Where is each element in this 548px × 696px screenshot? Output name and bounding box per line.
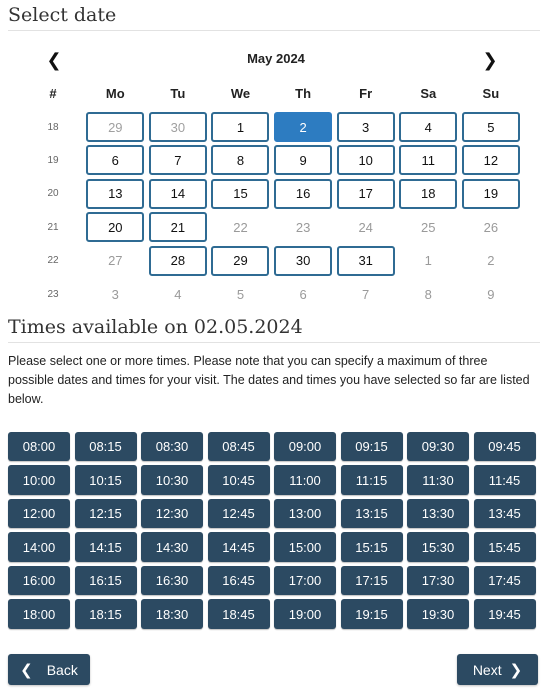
day-button[interactable]: 12	[462, 145, 520, 175]
section-divider	[8, 30, 540, 31]
time-slot-grid	[8, 432, 536, 629]
day-button[interactable]: 5	[462, 112, 520, 142]
unavailable-day: 23	[295, 219, 311, 235]
calendar-day-cell	[272, 244, 335, 277]
day-button[interactable]: 28	[149, 246, 207, 276]
time-slot-button[interactable]: 10:00	[8, 465, 70, 494]
calendar-day-cell	[397, 144, 460, 177]
next-month-button[interactable]	[476, 48, 504, 72]
day-button[interactable]: 30	[274, 246, 332, 276]
day-button[interactable]: 21	[149, 212, 207, 242]
calendar-day-cell	[334, 277, 397, 310]
unavailable-day: 3	[111, 286, 119, 302]
day-button[interactable]: 18	[399, 179, 457, 209]
time-slot-button[interactable]: 11:30	[407, 465, 469, 494]
time-slot-button[interactable]: 18:30	[141, 599, 203, 628]
calendar-day-cell	[460, 244, 523, 277]
day-button[interactable]: 11	[399, 145, 457, 175]
time-slot-button[interactable]: 18:15	[75, 599, 137, 628]
times-instructions: Please select one or more times. Please note that you can specify a maximum of three possible dates and times for your visit. The dates and times you have selected so far are listed below.	[8, 354, 530, 406]
section-divider	[8, 342, 540, 343]
day-button[interactable]: 10	[337, 145, 395, 175]
time-slot-button[interactable]: 16:00	[8, 566, 70, 595]
calendar-day-cell	[460, 144, 523, 177]
back-button-label: Back	[46, 661, 78, 678]
calendar-day-cell	[397, 211, 460, 244]
day-button[interactable]: 14	[149, 179, 207, 209]
time-slot-button[interactable]: 11:00	[274, 465, 336, 494]
weekday-header: We	[230, 86, 251, 102]
unavailable-day: 5	[236, 286, 245, 302]
calendar-day-cell	[147, 244, 210, 277]
day-button[interactable]: 8	[211, 145, 269, 175]
week-number: 21	[47, 221, 59, 233]
calendar-day-cell	[272, 177, 335, 210]
calendar-day-cell	[397, 244, 460, 277]
calendar-day-cell	[209, 177, 272, 210]
time-slot-button[interactable]: 10:45	[208, 465, 270, 494]
calendar-header	[22, 48, 530, 72]
day-button[interactable]: 17	[337, 179, 395, 209]
time-slot-button[interactable]: 08:45	[208, 432, 270, 461]
times-available-title: Times available on 02.05.2024	[8, 316, 303, 338]
calendar-day-cell	[147, 144, 210, 177]
time-slot-button[interactable]: 12:45	[208, 499, 270, 528]
next-button-label: Next	[472, 661, 502, 678]
time-slot-button[interactable]: 08:00	[8, 432, 70, 461]
time-slot-button[interactable]: 13:00	[274, 499, 336, 528]
time-slot-button[interactable]: 16:15	[75, 566, 137, 595]
unavailable-day: 26	[483, 219, 499, 235]
week-number-header: #	[49, 86, 57, 102]
week-number: 23	[47, 288, 59, 300]
day-button[interactable]: 31	[337, 246, 395, 276]
day-button[interactable]: 20	[86, 212, 144, 242]
time-slot-button[interactable]: 08:30	[141, 432, 203, 461]
unavailable-day: 6	[299, 286, 307, 302]
unavailable-day: 7	[362, 286, 370, 302]
time-slot-button[interactable]: 13:30	[407, 499, 469, 528]
chevron-right-icon: ❯	[482, 49, 498, 70]
next-button[interactable]	[457, 654, 538, 685]
calendar-day-cell	[84, 177, 147, 210]
calendar-day-cell	[334, 244, 397, 277]
unavailable-day: 4	[174, 286, 182, 302]
day-button[interactable]: 1	[211, 112, 269, 142]
time-slot-button[interactable]: 16:30	[141, 566, 203, 595]
calendar-day-cell	[209, 244, 272, 277]
day-button[interactable]: 6	[86, 145, 144, 175]
weekday-header: Sa	[420, 86, 437, 102]
time-slot-button[interactable]: 09:45	[474, 432, 536, 461]
time-slot-button[interactable]: 17:15	[341, 566, 403, 595]
month-label: May 2024	[247, 51, 305, 66]
time-slot-button[interactable]: 16:45	[208, 566, 270, 595]
week-number: 20	[47, 188, 59, 200]
time-slot-button[interactable]: 19:30	[407, 599, 469, 628]
time-slot-button[interactable]: 17:30	[407, 566, 469, 595]
time-slot-button[interactable]: 10:15	[75, 465, 137, 494]
time-slot-button[interactable]: 17:45	[474, 566, 536, 595]
day-button[interactable]: 3	[337, 112, 395, 142]
select-date-title: Select date	[8, 4, 117, 26]
time-slot-button[interactable]: 08:15	[75, 432, 137, 461]
time-slot-button[interactable]: 15:45	[474, 532, 536, 561]
calendar-day-cell	[147, 277, 210, 310]
time-slot-button[interactable]: 17:00	[274, 566, 336, 595]
weekday-header: Tu	[170, 86, 186, 102]
time-slot-button[interactable]: 19:15	[341, 599, 403, 628]
selected-day-button[interactable]: 2	[274, 112, 332, 142]
calendar-day-cell	[334, 177, 397, 210]
time-slot-button[interactable]: 12:00	[8, 499, 70, 528]
calendar-day-cell	[272, 144, 335, 177]
week-number: 22	[47, 255, 59, 267]
weekday-header: Mo	[105, 86, 125, 102]
time-slot-button[interactable]: 10:30	[141, 465, 203, 494]
unavailable-day: 2	[487, 253, 495, 269]
day-button[interactable]: 29	[86, 112, 144, 142]
calendar-day-cell	[334, 144, 397, 177]
time-slot-button[interactable]: 09:00	[274, 432, 336, 461]
calendar-day-cell	[272, 110, 335, 143]
time-slot-button[interactable]: 12:30	[141, 499, 203, 528]
calendar-day-cell	[147, 177, 210, 210]
back-button[interactable]	[8, 654, 90, 685]
time-slot-button[interactable]: 09:15	[341, 432, 403, 461]
weekday-header: Th	[295, 86, 312, 102]
time-slot-button[interactable]: 11:45	[474, 465, 536, 494]
time-slot-button[interactable]: 14:00	[8, 532, 70, 561]
day-button[interactable]: 30	[149, 112, 207, 142]
calendar-day-cell	[334, 211, 397, 244]
time-slot-button[interactable]: 18:45	[208, 599, 270, 628]
time-slot-button[interactable]: 14:15	[75, 532, 137, 561]
day-button[interactable]: 7	[149, 145, 207, 175]
time-slot-button[interactable]: 12:15	[75, 499, 137, 528]
unavailable-day: 24	[358, 219, 373, 235]
unavailable-day: 25	[421, 219, 436, 235]
time-slot-button[interactable]: 15:30	[407, 532, 469, 561]
chevron-left-icon: ❮	[20, 661, 33, 679]
calendar-grid	[22, 77, 522, 311]
day-button[interactable]: 13	[86, 179, 144, 209]
calendar-day-cell	[209, 211, 272, 244]
day-button[interactable]: 15	[211, 179, 269, 209]
week-number: 19	[47, 154, 59, 166]
calendar-day-cell	[397, 110, 460, 143]
time-slot-button[interactable]: 19:00	[274, 599, 336, 628]
calendar-day-cell	[460, 177, 523, 210]
day-button[interactable]: 9	[274, 145, 332, 175]
time-slot-button[interactable]: 18:00	[8, 599, 70, 628]
time-slot-button[interactable]: 14:45	[208, 532, 270, 561]
calendar-day-cell	[272, 211, 335, 244]
time-slot-button[interactable]: 15:15	[341, 532, 403, 561]
calendar-day-cell	[84, 277, 147, 310]
calendar-day-cell	[147, 211, 210, 244]
day-button[interactable]: 4	[399, 112, 457, 142]
calendar-day-cell	[209, 277, 272, 310]
weekday-header: Su	[482, 86, 500, 102]
unavailable-day: 27	[108, 253, 123, 269]
calendar-day-cell	[209, 110, 272, 143]
unavailable-day: 1	[424, 253, 432, 269]
unavailable-day: 9	[487, 286, 495, 302]
calendar-day-cell	[84, 110, 147, 143]
calendar-day-cell	[460, 211, 523, 244]
calendar-day-cell	[460, 277, 523, 310]
day-button[interactable]: 16	[274, 179, 332, 209]
calendar-day-cell	[84, 211, 147, 244]
time-slot-button[interactable]: 15:00	[274, 532, 336, 561]
time-slot-button[interactable]: 19:45	[474, 599, 536, 628]
calendar-day-cell	[460, 110, 523, 143]
time-slot-button[interactable]: 11:15	[341, 465, 403, 494]
week-number: 18	[47, 121, 59, 133]
day-button[interactable]: 29	[211, 246, 269, 276]
calendar-day-cell	[209, 144, 272, 177]
unavailable-day: 22	[233, 219, 248, 235]
calendar-day-cell	[84, 244, 147, 277]
weekday-header: Fr	[359, 86, 373, 102]
calendar-day-cell	[397, 277, 460, 310]
time-slot-button[interactable]: 14:30	[141, 532, 203, 561]
chevron-left-icon: ❮	[46, 49, 62, 70]
chevron-right-icon: ❯	[509, 661, 523, 679]
day-button[interactable]: 19	[462, 179, 520, 209]
calendar-day-cell	[147, 110, 210, 143]
time-slot-button[interactable]: 09:30	[407, 432, 469, 461]
calendar-day-cell	[84, 144, 147, 177]
calendar-day-cell	[334, 110, 397, 143]
unavailable-day: 8	[424, 286, 432, 302]
time-slot-button[interactable]: 13:15	[341, 499, 403, 528]
time-slot-button[interactable]: 13:45	[474, 499, 536, 528]
calendar-day-cell	[397, 177, 460, 210]
calendar-day-cell	[272, 277, 335, 310]
